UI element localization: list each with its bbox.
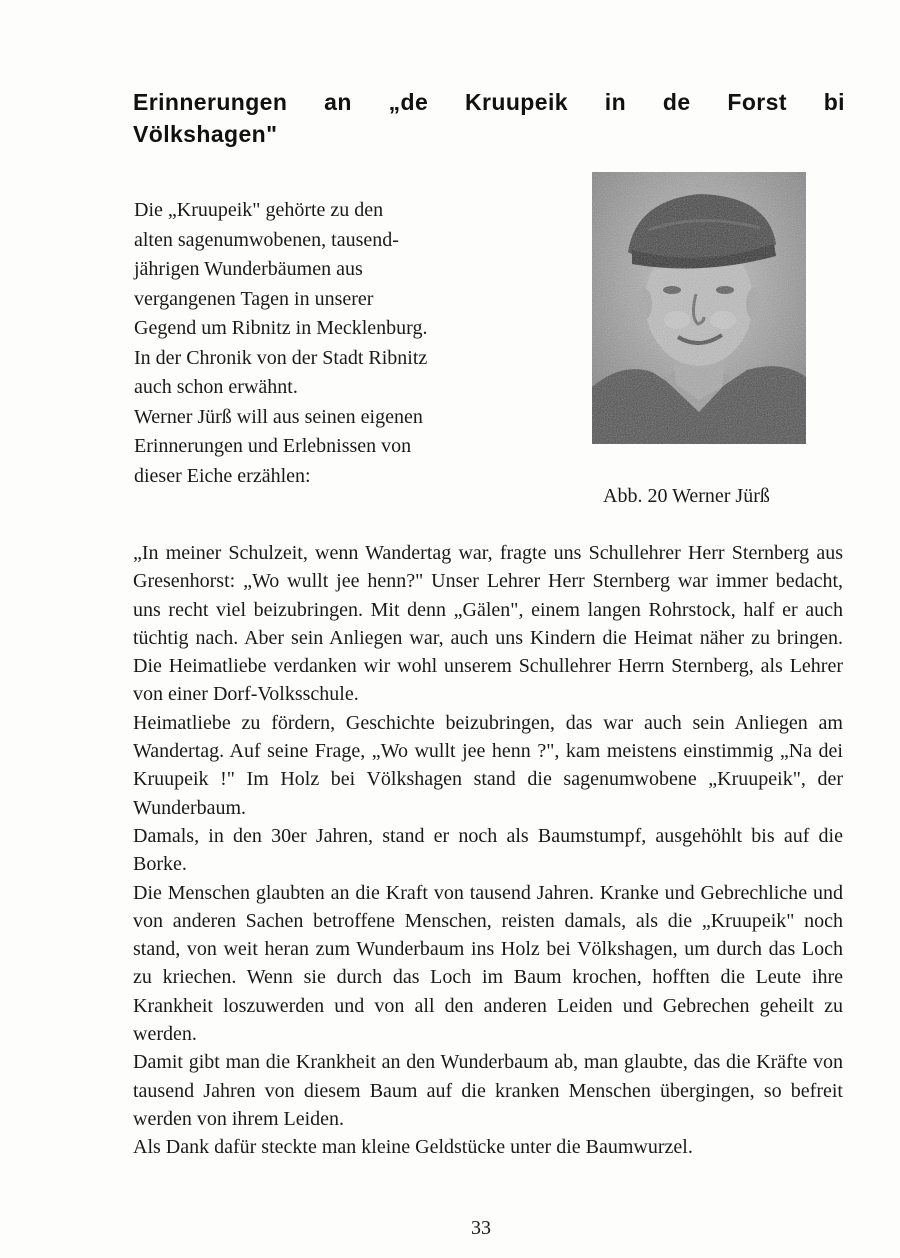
title-line-1: [133, 86, 845, 118]
intro-line: auch schon erwähnt.: [134, 376, 298, 398]
page-number: 33: [471, 1217, 491, 1239]
photo-caption: Abb. 20 Werner Jürß: [603, 485, 770, 507]
intro-line: Werner Jürß will aus seinen eigenen: [134, 405, 423, 428]
title-word: „de: [388, 89, 429, 115]
title-word: Forst: [727, 89, 787, 115]
title-word: Kruupeik: [465, 89, 568, 115]
title-line-2: Völkshagen": [133, 121, 278, 147]
intro-line: dieser Eiche erzählen:: [134, 464, 311, 487]
paragraph: „In meiner Schulzeit, wenn Wandertag war, fragte uns Schullehrer Herr Sternberg aus Gresenhorst: „Wo wullt jee henn?" Unser Lehrer Herr Sternberg war immer bedacht, uns recht viel beizubringen. Mit denn „Gälen", einem langen Rohrstock, half er auch tüchtig nach. Aber sein Anliegen war, auch uns Kindern die Heimat näher zu bringen. Die Heimatliebe verdanken wir wohl unserem Schullehrer Herrn Sternberg, als Lehrer von einer Dorf-Volksschule.: [133, 542, 843, 706]
paragraph: Die Menschen glaubten an die Kraft von tausend Jahren. Kranke und Gebrechliche und von anderen Sachen betroffene Menschen, reisten damals, als die „Kruupeik" noch stand, von weit heran zum Wunderbaum ins Holz bei Völkshagen, um durch das Loch zu kriechen. Wenn sie durch das Loch im Baum krochen, hofften die Leute ihre Krankheit loszuwerden und von all den anderen Leiden und Gebrechen geheilt zu werden.: [133, 881, 843, 1046]
intro-line: Gegend um Ribnitz in Mecklenburg.: [134, 317, 428, 339]
portrait-photo: [592, 172, 806, 444]
intro-line: Erinnerungen und Erlebnissen von: [134, 435, 412, 457]
body-text: [133, 539, 843, 1162]
paragraph: Damals, in den 30er Jahren, stand er noch als Baumstumpf, ausgehöhlt bis auf die Borke.: [133, 824, 843, 876]
title-word: in: [604, 89, 627, 115]
paragraph: Heimatliebe zu fördern, Geschichte beizubringen, das war auch sein Anliegen am Wandertag. Auf seine Frage, „Wo wullt jee henn ?", kam meistens einstimmig „Na dei Kruupeik !" Im Holz bei Völkshagen stand die sagenumwobene „Kruupeik", der Wunderbaum.: [133, 711, 843, 819]
paragraph: Damit gibt man die Krankheit an den Wunderbaum ab, man glaubte, das die Kräfte von tausend Jahren von diesem Baum auf die kranken Menschen übergingen, so befreit werden von ihrem Leiden.: [133, 1051, 843, 1130]
intro-line: vergangenen Tagen in unserer: [134, 287, 374, 310]
intro-line: Die „Kruupeik" gehörte zu den: [134, 199, 384, 221]
intro-line: In der Chronik von der Stadt Ribnitz: [134, 346, 428, 369]
title-word: de: [662, 89, 691, 115]
title-word: Erinnerungen: [133, 89, 288, 115]
title-word: an: [324, 89, 352, 115]
paragraph: Als Dank dafür steckte man kleine Geldstücke unter die Baumwurzel.: [133, 1136, 693, 1159]
title-word: bi: [823, 89, 845, 115]
intro-line: alten sagenumwobenen, tausend-: [134, 228, 399, 251]
portrait-image: [592, 172, 806, 444]
page-title: [133, 86, 845, 150]
intro-text: [134, 196, 464, 491]
intro-line: jährigen Wunderbäumen aus: [134, 258, 363, 280]
